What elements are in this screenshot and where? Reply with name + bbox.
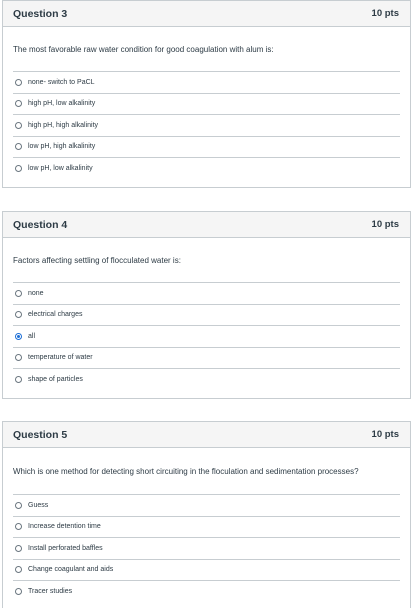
answer-option[interactable] (13, 305, 400, 327)
answer-label: Increase detention time (28, 523, 101, 531)
answer-label: Install perforated baffles (28, 544, 103, 552)
answer-option[interactable] (13, 72, 400, 94)
question-text: Which is one method for detecting short circuiting in the floculation and sedimentation processes? (13, 466, 359, 476)
radio-button[interactable] (15, 588, 22, 595)
answer-option[interactable] (13, 115, 400, 137)
answer-option[interactable] (13, 137, 400, 159)
answer-option[interactable] (13, 94, 400, 116)
answer-option[interactable] (13, 158, 400, 180)
radio-button[interactable] (15, 122, 22, 129)
radio-button[interactable] (15, 566, 22, 573)
radio-button[interactable] (15, 545, 22, 552)
question-title: Question 4 (13, 218, 68, 231)
answer-label: low pH, low alkalinity (28, 165, 93, 173)
answer-label: temperature of water (28, 354, 93, 362)
radio-button[interactable] (15, 290, 22, 297)
question-points: 10 pts (371, 8, 399, 19)
answer-label: electrical charges (28, 311, 83, 319)
radio-button[interactable] (15, 523, 22, 530)
radio-button[interactable] (15, 354, 22, 361)
radio-button[interactable] (15, 165, 22, 172)
answer-list (13, 71, 400, 180)
question-text: The most favorable raw water condition for good coagulation with alum is: (13, 44, 274, 54)
answer-label: Change coagulant and aids (28, 566, 114, 574)
question-points: 10 pts (371, 219, 399, 230)
radio-button[interactable] (15, 143, 22, 150)
answer-label: low pH, high alkalinity (28, 143, 96, 151)
question-4-card (2, 211, 411, 399)
answer-option[interactable] (13, 369, 400, 391)
answer-option[interactable] (13, 348, 400, 370)
radio-button[interactable] (15, 100, 22, 107)
question-header (3, 212, 410, 238)
answer-label: all (28, 332, 36, 340)
question-points: 10 pts (371, 429, 399, 440)
answer-label: shape of particles (28, 376, 83, 384)
question-3-card (2, 0, 411, 188)
radio-button[interactable] (15, 311, 22, 318)
radio-button[interactable] (15, 376, 22, 383)
answer-label: Tracer studies (28, 588, 73, 596)
answer-list (13, 282, 400, 391)
question-5-card (2, 421, 411, 608)
answer-option[interactable] (13, 560, 400, 582)
radio-button[interactable] (15, 502, 22, 509)
answer-option[interactable] (13, 326, 400, 348)
answer-label: high pH, high alkalinity (28, 121, 99, 129)
answer-label: Guess (28, 501, 49, 509)
answer-option[interactable] (13, 495, 400, 517)
answer-label: high pH, low alkalinity (28, 100, 96, 108)
answer-label: none- switch to PaCL (28, 78, 95, 86)
radio-button-selected[interactable] (15, 333, 22, 340)
answer-option[interactable] (13, 581, 400, 603)
answer-option[interactable] (13, 283, 400, 305)
question-title: Question 5 (13, 428, 68, 441)
answer-label: none (28, 289, 44, 297)
answer-list (13, 494, 400, 603)
question-text: Factors affecting settling of flocculated water is: (13, 255, 181, 265)
radio-button[interactable] (15, 79, 22, 86)
question-header (3, 1, 410, 27)
answer-option[interactable] (13, 517, 400, 539)
question-title: Question 3 (13, 7, 68, 20)
answer-option[interactable] (13, 538, 400, 560)
question-header (3, 422, 410, 448)
